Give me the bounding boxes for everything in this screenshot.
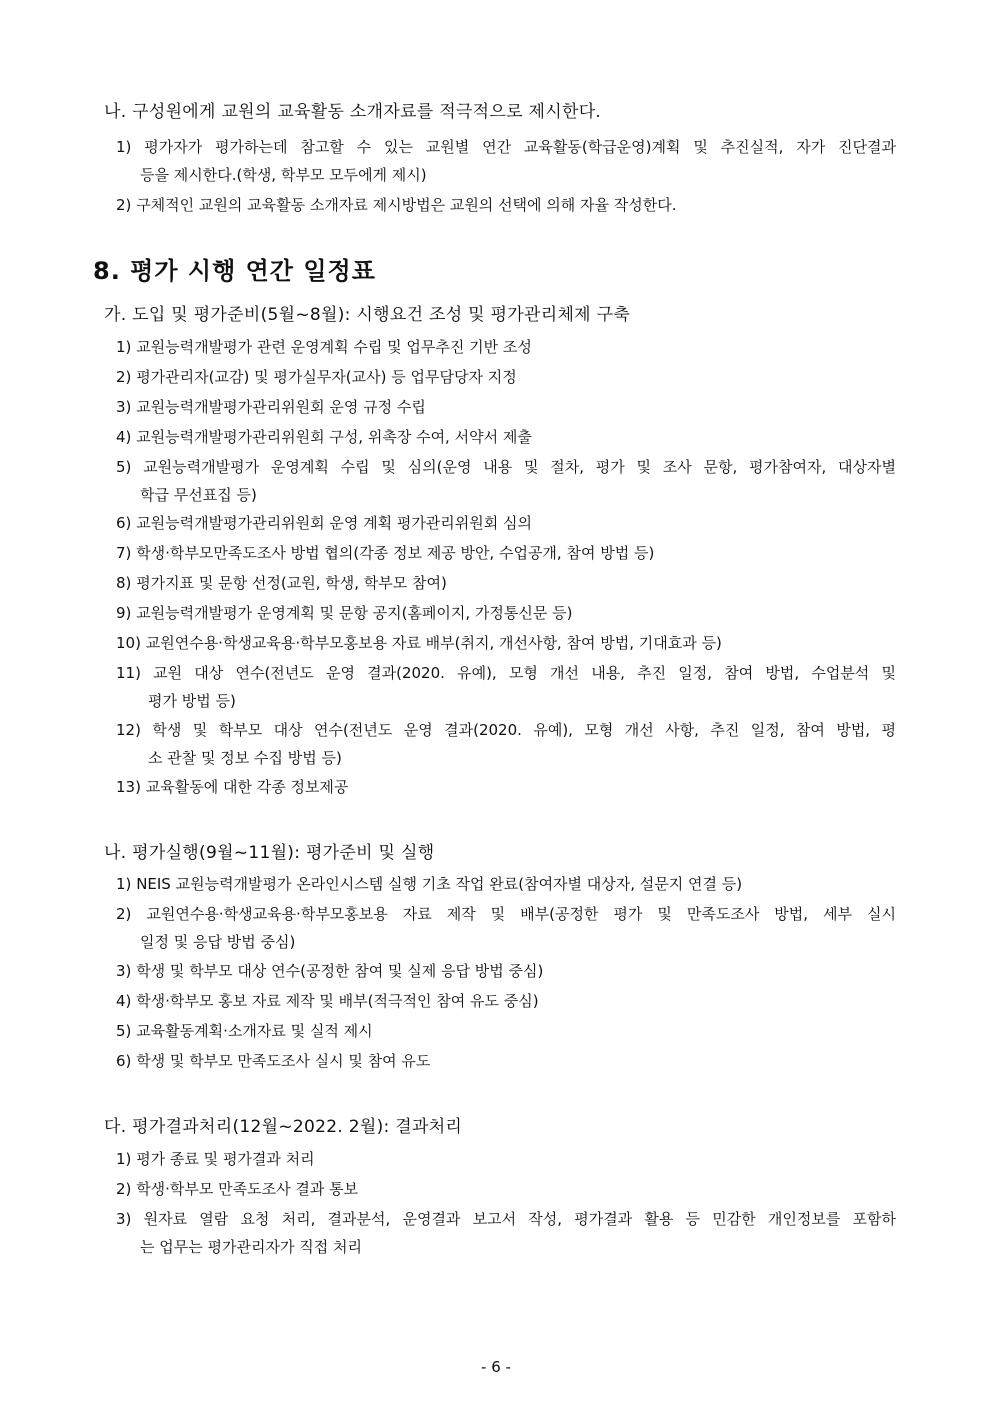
list-item: 2) 평가관리자(교감) 및 평가실무자(교사) 등 업무담당자 지정 [116, 368, 517, 386]
list-item: 4) 학생·학부모 홍보 자료 제작 및 배부(적극적인 참여 유도 중심) [116, 992, 539, 1010]
list-item: 5) 교원능력개발평가 운영계획 수립 및 심의(운영 내용 및 절차, 평가 및 조사 문항, 평가참여자, 대상자별 학급 무선표집 등) [116, 458, 896, 504]
list-item: 2) 학생·학부모 만족도조사 결과 통보 [116, 1180, 359, 1198]
list-item: 5) 교육활동계획·소개자료 및 실적 제시 [116, 1022, 373, 1040]
list-item: 2) 구체적인 교원의 교육활동 소개자료 제시방법은 교원의 선택에 의해 자율 작성한다. [116, 196, 677, 214]
list-item: 1) NEIS 교원능력개발평가 온라인시스템 실행 기초 작업 완료(참여자별 대상자, 설문지 연결 등) [116, 875, 743, 893]
list-item: 10) 교원연수용·학생교육용·학부모홍보용 자료 배부(취지, 개선사항, 참여 방법, 기대효과 등) [116, 634, 722, 652]
list-item: 1) 평가자가 평가하는데 참고할 수 있는 교원별 연간 교육활동(학급운영)계획 및 추진실적, 자가 진단결과 등을 제시한다.(학생, 학부모 모두에게 제시) [116, 138, 896, 184]
section-da-heading: 다. 평가결과처리(12월~2022. 2월): 결과처리 [104, 1117, 463, 1137]
list-item: 6) 교원능력개발평가관리위원회 운영 계획 평가관리위원회 심의 [116, 514, 533, 532]
list-item: 3) 교원능력개발평가관리위원회 운영 규정 수립 [116, 398, 426, 416]
list-item: 8) 평가지표 및 문항 선정(교원, 학생, 학부모 참여) [116, 574, 447, 592]
list-item: 1) 교원능력개발평가 관련 운영계획 수립 및 업무추진 기반 조성 [116, 338, 532, 356]
section-ga-heading: 가. 도입 및 평가준비(5월~8월): 시행요건 조성 및 평가관리체제 구축 [104, 305, 631, 325]
list-item: 3) 학생 및 학부모 대상 연수(공정한 참여 및 실제 응답 방법 중심) [116, 962, 544, 980]
list-item: 12) 학생 및 학부모 대상 연수(전년도 운영 결과(2020. 유예), 모형 개선 사항, 추진 일정, 참여 방법, 평 소 관찰 및 정보 수집 방법 등) [116, 721, 896, 767]
list-item: 4) 교원능력개발평가관리위원회 구성, 위촉장 수여, 서약서 제출 [116, 428, 532, 446]
section-na-top-heading: 나. 구성원에게 교원의 교육활동 소개자료를 적극적으로 제시한다. [104, 102, 602, 122]
list-item: 1) 평가 종료 및 평가결과 처리 [116, 1150, 315, 1168]
list-item: 13) 교육활동에 대한 각종 정보제공 [116, 778, 349, 796]
list-item: 6) 학생 및 학부모 만족도조사 실시 및 참여 유도 [116, 1052, 431, 1070]
list-item: 11) 교원 대상 연수(전년도 운영 결과(2020. 유예), 모형 개선 내용, 추진 일정, 참여 방법, 수업분석 및 평가 방법 등) [116, 664, 896, 710]
list-item: 7) 학생·학부모만족도조사 방법 협의(각종 정보 제공 방안, 수업공개, 참여 방법 등) [116, 544, 655, 562]
page-number: - 6 - [481, 1358, 511, 1376]
list-item: 3) 원자료 열람 요청 처리, 결과분석, 운영결과 보고서 작성, 평가결과 활용 등 민감한 개인정보를 포함하 는 업무는 평가관리자가 직접 처리 [116, 1210, 896, 1256]
section-title: 8. 평가 시행 연간 일정표 [93, 257, 376, 285]
list-item: 9) 교원능력개발평가 운영계획 및 문항 공지(홈페이지, 가정통신문 등) [116, 604, 573, 622]
section-na-heading: 나. 평가실행(9월~11월): 평가준비 및 실행 [104, 843, 435, 863]
list-item: 2) 교원연수용·학생교육용·학부모홍보용 자료 제작 및 배부(공정한 평가 및 만족도조사 방법, 세부 실시 일정 및 응답 방법 중심) [116, 905, 896, 951]
